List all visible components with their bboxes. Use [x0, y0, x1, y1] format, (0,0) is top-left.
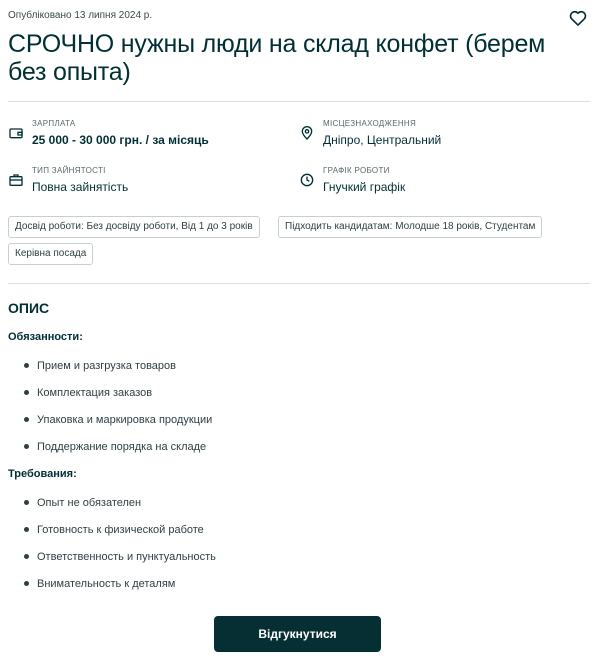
location-pin-icon — [299, 125, 315, 141]
tag-candidates[interactable]: Підходить кандидатам: Молодше 18 років, Студентам — [278, 216, 542, 238]
duties-list — [24, 359, 212, 467]
list-item: Прием и разгрузка товаров — [24, 359, 212, 386]
requirements-list — [24, 496, 216, 604]
list-item: Упаковка и маркировка продукции — [24, 413, 212, 440]
duties-heading: Обязанности: — [8, 331, 83, 343]
schedule-value: Гнучкий графік — [323, 180, 406, 194]
page-title: СРОЧНО нужны люди на склад конфет (берем без опыта) — [8, 30, 546, 86]
briefcase-icon — [8, 172, 24, 188]
salary-label: ЗАРПЛАТА — [32, 119, 76, 128]
list-item: Готовность к физической работе — [24, 523, 216, 550]
tag-management[interactable]: Керівна посада — [8, 243, 93, 265]
employment-value: Повна зайнятість — [32, 180, 129, 194]
wallet-icon — [8, 125, 24, 141]
description-heading: ОПИС — [8, 300, 50, 316]
list-item: Внимательность к деталям — [24, 577, 216, 604]
list-item: Ответственность и пунктуальность — [24, 550, 216, 577]
divider — [8, 101, 590, 102]
divider — [8, 283, 590, 284]
list-item: Поддержание порядка на складе — [24, 440, 212, 467]
list-item: Опыт не обязателен — [24, 496, 216, 523]
schedule-label: ГРАФІК РОБОТИ — [323, 166, 390, 175]
location-label: МІСЦЕЗНАХОДЖЕННЯ — [323, 119, 417, 128]
apply-button[interactable]: Відгукнутися — [214, 616, 381, 652]
location-value: Дніпро, Центральний — [323, 133, 442, 147]
published-date: Опубліковано 13 липня 2024 р. — [8, 10, 153, 21]
requirements-heading: Требования: — [8, 468, 77, 480]
heart-icon[interactable] — [568, 8, 588, 28]
list-item: Комплектация заказов — [24, 386, 212, 413]
employment-label: ТИП ЗАЙНЯТОСТІ — [32, 166, 106, 175]
clock-icon — [299, 172, 315, 188]
tag-experience[interactable]: Досвід роботи: Без досвіду роботи, Від 1 до 3 років — [8, 216, 260, 238]
salary-value: 25 000 - 30 000 грн. / за місяць — [32, 133, 209, 147]
